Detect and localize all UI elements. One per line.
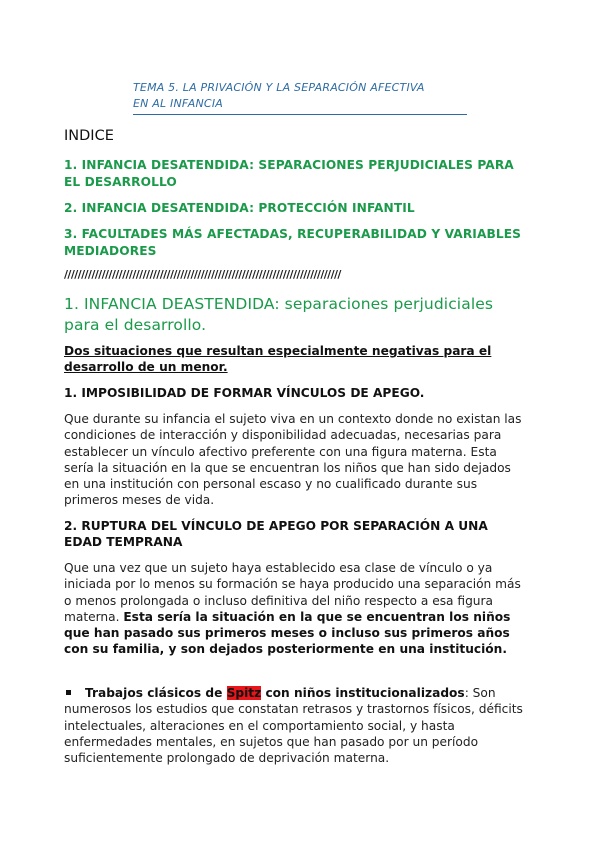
section-1-title: 1. INFANCIA DEASTENDIDA: separaciones perjudiciales para el desarrollo. <box>64 295 494 334</box>
bullet-paragraph <box>64 685 524 766</box>
item-2-text: Que una vez que un sujeto haya establecido esa clase de vínculo o ya iniciada por lo menos su formación se haya producido una separación más o menos prolongada o incluso definitiva del niño respecto a esa figura materna. <box>64 561 521 624</box>
bullet-text: : Son numerosos los estudios que constatan retrasos y trastornos físicos, déficits intelectuales, alteraciones en el comportamiento social, y hasta enfermedades mentales, en sujetos que han pasado por un período suficientemente prolongado de deprivación materna. <box>64 686 523 766</box>
toc-item-2[interactable]: 2. INFANCIA DESATENDIDA: PROTECCIÓN INFANTIL <box>64 201 415 215</box>
section-subtitle: Dos situaciones que resultan especialmente negativas para el desarrollo de un menor. <box>64 344 492 374</box>
separator-line: ///////////////////////////////////////////////////////////////////////////////// <box>64 268 341 281</box>
toc-item-3[interactable]: 3. FACULTADES MÁS AFECTADAS, RECUPERABILIDAD Y VARIABLES MEDIADORES <box>64 227 522 258</box>
square-bullet-icon <box>66 690 71 695</box>
spitz-highlight: Spitz <box>226 686 262 700</box>
bullet-bold-after: con niños institucionalizados <box>261 686 465 700</box>
item-2-paragraph <box>64 560 524 658</box>
index-title: INDICE <box>64 128 114 144</box>
header-line-2: EN AL INFANCIA <box>133 97 223 110</box>
item-1-text: Que durante su infancia el sujeto viva en un contexto donde no existan las condiciones de interacción y disponibilidad adecuadas, necesarias para establecer un vínculo afectivo preferente con una figura materna. Esta sería la situación en la que se encuentran los niños que han sido dejados en una institución con personal escaso y no cualificado durante sus primeros meses de vida. <box>64 412 522 508</box>
document-header <box>133 80 467 115</box>
item-2-bold-text: Esta sería la situación en la que se encuentran los niños que han pasado sus primeros meses o incluso sus primeros años con su familia, y son dejados posteriormente en una institución. <box>64 609 511 657</box>
header-line-1: TEMA 5. LA PRIVACIÓN Y LA SEPARACIÓN AFECTIVA <box>133 81 425 94</box>
bullet-bold-before: Trabajos clásicos de <box>85 686 227 700</box>
item-2-heading: 2. RUPTURA DEL VÍNCULO DE APEGO POR SEPARACIÓN A UNA EDAD TEMPRANA <box>64 519 488 549</box>
item-1-heading: 1. IMPOSIBILIDAD DE FORMAR VÍNCULOS DE APEGO. <box>64 386 425 400</box>
toc-item-1[interactable]: 1. INFANCIA DESATENDIDA: SEPARACIONES PERJUDICIALES PARA EL DESARROLLO <box>64 158 514 189</box>
